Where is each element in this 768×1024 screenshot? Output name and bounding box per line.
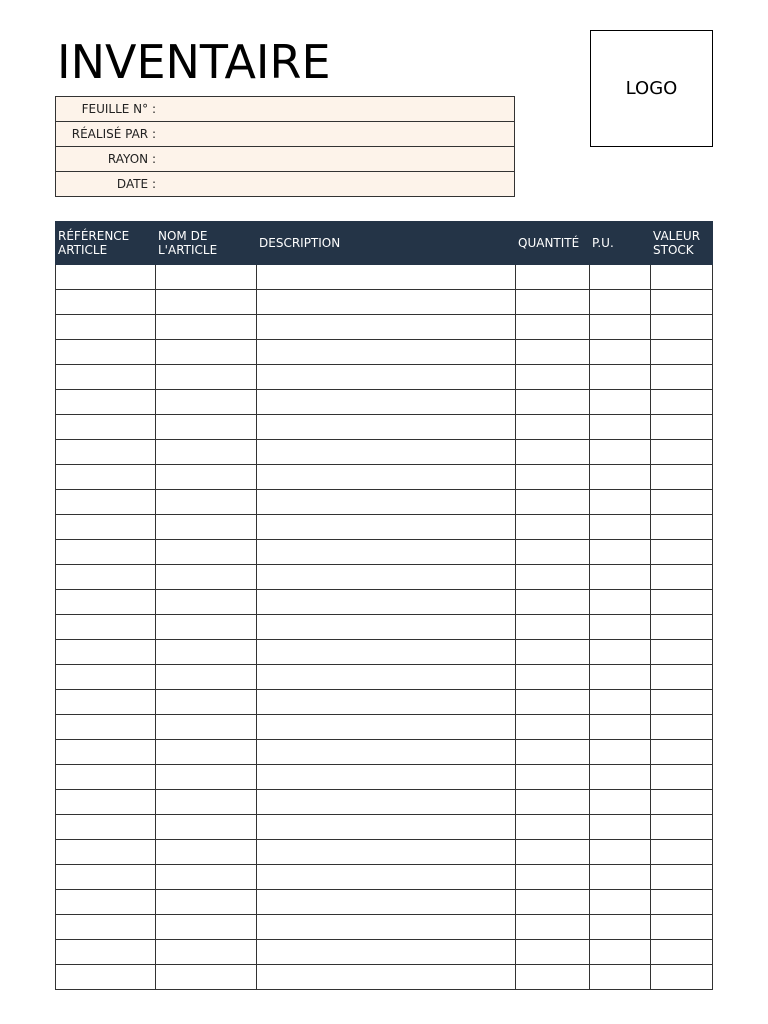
table-cell[interactable]: [651, 265, 713, 290]
table-cell[interactable]: [56, 390, 156, 415]
info-fields: [55, 96, 515, 197]
table-row: [56, 415, 713, 440]
table-cell[interactable]: [257, 340, 516, 365]
table-cell[interactable]: [590, 540, 651, 565]
table-cell[interactable]: [156, 915, 257, 940]
table-row: [56, 615, 713, 640]
table-cell[interactable]: [590, 515, 651, 540]
info-row: [56, 147, 515, 172]
table-cell[interactable]: [651, 815, 713, 840]
table-cell[interactable]: [56, 790, 156, 815]
table-cell[interactable]: [257, 315, 516, 340]
table-cell[interactable]: [651, 665, 713, 690]
table-cell[interactable]: [590, 315, 651, 340]
table-cell[interactable]: [257, 565, 516, 590]
table-cell[interactable]: [651, 840, 713, 865]
table-cell[interactable]: [56, 815, 156, 840]
table-row: [56, 565, 713, 590]
table-cell[interactable]: [651, 915, 713, 940]
table-cell[interactable]: [516, 815, 590, 840]
table-cell[interactable]: [516, 390, 590, 415]
table-cell[interactable]: [516, 790, 590, 815]
table-row: [56, 690, 713, 715]
table-cell[interactable]: [516, 315, 590, 340]
table-row: [56, 490, 713, 515]
table-cell[interactable]: [156, 490, 257, 515]
table-cell[interactable]: [257, 640, 516, 665]
table-cell[interactable]: [651, 390, 713, 415]
table-cell[interactable]: [516, 265, 590, 290]
table-cell[interactable]: [590, 340, 651, 365]
table-cell[interactable]: [257, 865, 516, 890]
table-cell[interactable]: [156, 340, 257, 365]
table-cell[interactable]: [590, 565, 651, 590]
table-cell[interactable]: [156, 415, 257, 440]
table-cell[interactable]: [56, 265, 156, 290]
table-cell[interactable]: [257, 615, 516, 640]
table-cell[interactable]: [156, 865, 257, 890]
table-cell[interactable]: [651, 890, 713, 915]
table-cell[interactable]: [516, 915, 590, 940]
table-cell[interactable]: [156, 515, 257, 540]
table-cell[interactable]: [257, 515, 516, 540]
table-cell[interactable]: [516, 640, 590, 665]
table-cell[interactable]: [156, 615, 257, 640]
logo-placeholder: [590, 30, 713, 147]
table-cell[interactable]: [516, 515, 590, 540]
table-cell[interactable]: [156, 840, 257, 865]
table-row: [56, 365, 713, 390]
table-cell[interactable]: [156, 265, 257, 290]
info-label: DATE :: [56, 172, 157, 197]
table-cell[interactable]: [516, 690, 590, 715]
table-cell[interactable]: [257, 965, 516, 990]
table-cell[interactable]: [590, 690, 651, 715]
table-cell[interactable]: [257, 490, 516, 515]
table-cell[interactable]: [651, 765, 713, 790]
info-value-field[interactable]: [156, 122, 515, 147]
table-cell[interactable]: [257, 815, 516, 840]
table-cell[interactable]: [516, 765, 590, 790]
table-cell[interactable]: [590, 740, 651, 765]
table-row: [56, 940, 713, 965]
table-cell[interactable]: [156, 815, 257, 840]
table-cell[interactable]: [590, 765, 651, 790]
table-row: [56, 590, 713, 615]
table-cell[interactable]: [651, 965, 713, 990]
table-row: [56, 540, 713, 565]
table-cell[interactable]: [257, 715, 516, 740]
table-cell[interactable]: [257, 890, 516, 915]
table-row: [56, 815, 713, 840]
table-cell[interactable]: [651, 415, 713, 440]
table-cell[interactable]: [651, 590, 713, 615]
table-cell[interactable]: [257, 465, 516, 490]
table-cell[interactable]: [590, 940, 651, 965]
table-cell[interactable]: [156, 765, 257, 790]
table-cell[interactable]: [651, 790, 713, 815]
table-cell[interactable]: [516, 565, 590, 590]
table-cell[interactable]: [590, 615, 651, 640]
table-cell[interactable]: [590, 665, 651, 690]
table-cell[interactable]: [257, 790, 516, 815]
table-cell[interactable]: [257, 840, 516, 865]
table-cell[interactable]: [651, 465, 713, 490]
table-cell[interactable]: [56, 340, 156, 365]
table-row: [56, 665, 713, 690]
table-row: [56, 290, 713, 315]
table-row: [56, 740, 713, 765]
table-cell[interactable]: [56, 415, 156, 440]
table-cell[interactable]: [590, 840, 651, 865]
table-cell[interactable]: [651, 865, 713, 890]
info-value-field[interactable]: [156, 97, 515, 122]
table-cell[interactable]: [156, 665, 257, 690]
table-row: [56, 790, 713, 815]
table-cell[interactable]: [590, 265, 651, 290]
table-cell[interactable]: [651, 740, 713, 765]
table-cell[interactable]: [56, 290, 156, 315]
table-cell[interactable]: [156, 590, 257, 615]
column-header-reference: RÉFÉRENCE ARTICLE: [56, 222, 156, 265]
table-cell[interactable]: [257, 940, 516, 965]
table-row: [56, 965, 713, 990]
table-cell[interactable]: [590, 590, 651, 615]
table-cell[interactable]: [257, 590, 516, 615]
logo-label: LOGO: [625, 78, 678, 99]
table-header-row: [56, 222, 713, 265]
table-cell[interactable]: [516, 890, 590, 915]
info-label: RAYON :: [56, 147, 157, 172]
table-cell[interactable]: [257, 665, 516, 690]
table-cell[interactable]: [56, 640, 156, 665]
table-cell[interactable]: [257, 290, 516, 315]
table-cell[interactable]: [56, 890, 156, 915]
table-cell[interactable]: [257, 740, 516, 765]
table-cell[interactable]: [56, 765, 156, 790]
table-cell[interactable]: [156, 440, 257, 465]
table-row: [56, 890, 713, 915]
info-label: FEUILLE N° :: [56, 97, 157, 122]
table-cell[interactable]: [651, 640, 713, 665]
table-cell[interactable]: [651, 365, 713, 390]
table-cell[interactable]: [56, 740, 156, 765]
table-cell[interactable]: [651, 940, 713, 965]
column-header-description: DESCRIPTION: [257, 222, 516, 265]
table-cell[interactable]: [257, 540, 516, 565]
table-cell[interactable]: [257, 440, 516, 465]
table-cell[interactable]: [56, 465, 156, 490]
table-cell[interactable]: [156, 965, 257, 990]
table-cell[interactable]: [56, 565, 156, 590]
table-body: [56, 265, 713, 990]
table-cell[interactable]: [516, 490, 590, 515]
table-cell[interactable]: [651, 715, 713, 740]
table-row: [56, 390, 713, 415]
table-row: [56, 340, 713, 365]
table-cell[interactable]: [56, 440, 156, 465]
table-cell[interactable]: [516, 465, 590, 490]
table-cell[interactable]: [156, 690, 257, 715]
table-cell[interactable]: [516, 440, 590, 465]
table-cell[interactable]: [56, 490, 156, 515]
table-cell[interactable]: [651, 690, 713, 715]
table-cell[interactable]: [590, 640, 651, 665]
table-cell[interactable]: [56, 865, 156, 890]
table-cell[interactable]: [56, 715, 156, 740]
table-cell[interactable]: [590, 890, 651, 915]
table-cell[interactable]: [590, 365, 651, 390]
table-cell[interactable]: [516, 290, 590, 315]
table-cell[interactable]: [516, 615, 590, 640]
page-title: INVENTAIRE: [57, 35, 331, 89]
table-row: [56, 515, 713, 540]
table-row: [56, 915, 713, 940]
inventory-table: [55, 221, 713, 990]
table-cell[interactable]: [156, 315, 257, 340]
table-cell[interactable]: [651, 565, 713, 590]
table-cell[interactable]: [516, 740, 590, 765]
table-cell[interactable]: [257, 415, 516, 440]
table-cell[interactable]: [257, 690, 516, 715]
table-row: [56, 840, 713, 865]
column-header-unit-price: P.U.: [590, 222, 651, 265]
table-cell[interactable]: [257, 390, 516, 415]
table-cell[interactable]: [516, 865, 590, 890]
table-cell[interactable]: [156, 390, 257, 415]
table-cell[interactable]: [516, 715, 590, 740]
table-cell[interactable]: [156, 790, 257, 815]
table-cell[interactable]: [516, 940, 590, 965]
table-cell[interactable]: [516, 665, 590, 690]
table-cell[interactable]: [56, 315, 156, 340]
table-row: [56, 715, 713, 740]
table-cell[interactable]: [651, 515, 713, 540]
info-label: RÉALISÉ PAR :: [56, 122, 157, 147]
table-cell[interactable]: [257, 915, 516, 940]
info-row: [56, 122, 515, 147]
table-cell[interactable]: [590, 390, 651, 415]
table-cell[interactable]: [156, 540, 257, 565]
table-cell[interactable]: [651, 340, 713, 365]
table-cell[interactable]: [156, 715, 257, 740]
table-cell[interactable]: [257, 765, 516, 790]
table-cell[interactable]: [590, 415, 651, 440]
table-cell[interactable]: [590, 915, 651, 940]
table-cell[interactable]: [651, 315, 713, 340]
table-cell[interactable]: [590, 490, 651, 515]
table-cell[interactable]: [590, 965, 651, 990]
table-cell[interactable]: [56, 840, 156, 865]
table-cell[interactable]: [590, 815, 651, 840]
table-cell[interactable]: [257, 365, 516, 390]
table-cell[interactable]: [516, 415, 590, 440]
table-cell[interactable]: [590, 865, 651, 890]
table-cell[interactable]: [590, 790, 651, 815]
table-cell[interactable]: [651, 490, 713, 515]
table-cell[interactable]: [590, 715, 651, 740]
table-cell[interactable]: [56, 615, 156, 640]
table-cell[interactable]: [590, 440, 651, 465]
table-cell[interactable]: [56, 540, 156, 565]
table-cell[interactable]: [56, 515, 156, 540]
table-cell[interactable]: [651, 615, 713, 640]
table-cell[interactable]: [156, 465, 257, 490]
table-cell[interactable]: [56, 965, 156, 990]
table-cell[interactable]: [257, 265, 516, 290]
table-cell[interactable]: [516, 840, 590, 865]
table-cell[interactable]: [651, 540, 713, 565]
table-cell[interactable]: [156, 365, 257, 390]
column-header-quantity: QUANTITÉ: [516, 222, 590, 265]
info-row: [56, 172, 515, 197]
table-cell[interactable]: [516, 340, 590, 365]
table-row: [56, 765, 713, 790]
table-cell[interactable]: [56, 365, 156, 390]
table-cell[interactable]: [56, 915, 156, 940]
info-value-field[interactable]: [156, 147, 515, 172]
table-cell[interactable]: [156, 290, 257, 315]
table-cell[interactable]: [156, 565, 257, 590]
table-cell[interactable]: [156, 940, 257, 965]
table-cell[interactable]: [56, 665, 156, 690]
table-row: [56, 265, 713, 290]
table-row: [56, 315, 713, 340]
table-cell[interactable]: [516, 365, 590, 390]
table-cell[interactable]: [156, 740, 257, 765]
table-cell[interactable]: [56, 590, 156, 615]
info-value-field[interactable]: [156, 172, 515, 197]
table-row: [56, 465, 713, 490]
table-cell[interactable]: [651, 440, 713, 465]
table-cell[interactable]: [516, 540, 590, 565]
table-cell[interactable]: [56, 940, 156, 965]
table-cell[interactable]: [516, 590, 590, 615]
table-cell[interactable]: [156, 640, 257, 665]
table-cell[interactable]: [651, 290, 713, 315]
column-header-stock-value: VALEUR STOCK: [651, 222, 713, 265]
table-row: [56, 865, 713, 890]
table-cell[interactable]: [590, 465, 651, 490]
info-row: [56, 97, 515, 122]
table-row: [56, 640, 713, 665]
table-cell[interactable]: [56, 690, 156, 715]
column-header-name: NOM DE L'ARTICLE: [156, 222, 257, 265]
table-cell[interactable]: [590, 290, 651, 315]
table-row: [56, 440, 713, 465]
table-cell[interactable]: [516, 965, 590, 990]
table-cell[interactable]: [156, 890, 257, 915]
